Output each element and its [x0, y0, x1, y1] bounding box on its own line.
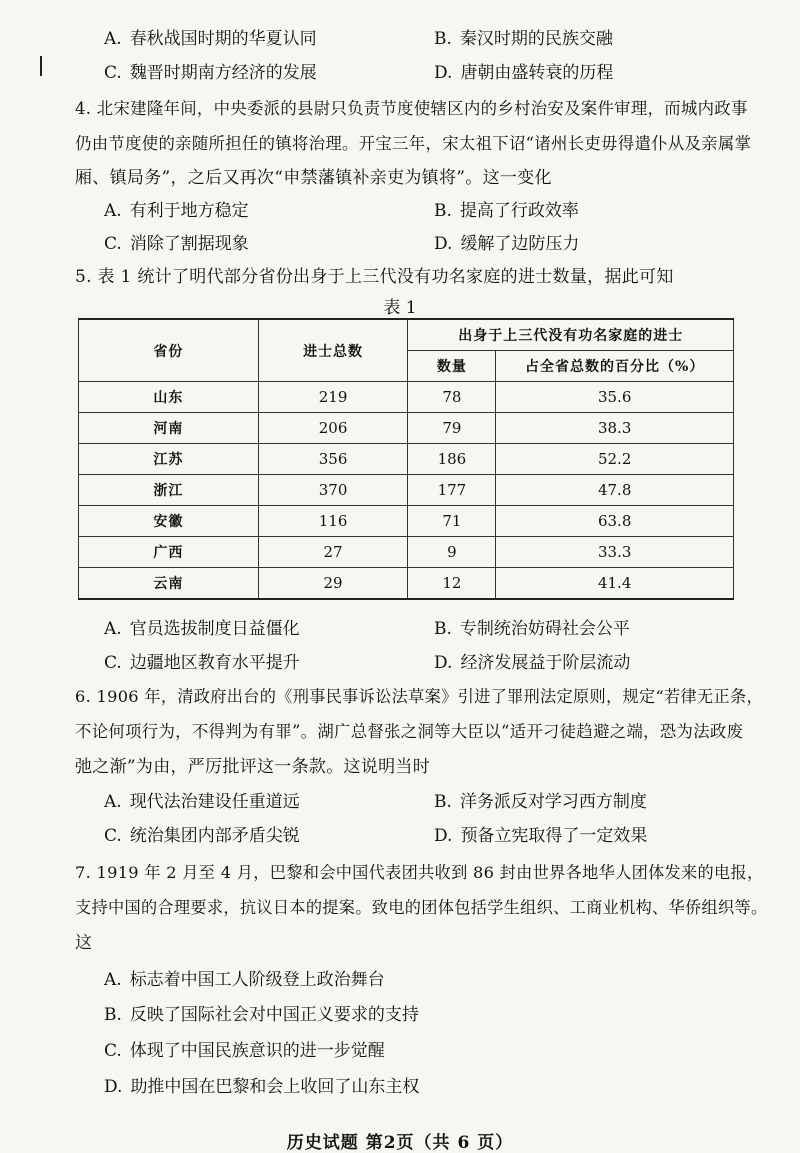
cell-percent: 41.4	[496, 568, 734, 600]
cell-percent: 38.3	[496, 413, 734, 444]
page-footer: 历史试题 第2页（共 6 页）	[286, 1133, 514, 1153]
q7-option-c: C. 体现了中国民族意识的进一步觉醒	[104, 1041, 385, 1061]
cell-percent: 33.3	[496, 537, 734, 568]
table-row	[79, 537, 734, 568]
margin-mark	[40, 56, 42, 76]
q6-stem-line3: 弛之渐”为由，严厉批评这一条款。这说明当时	[75, 757, 430, 777]
cell-count: 12	[408, 568, 496, 600]
cell-province: 浙江	[79, 475, 259, 506]
cell-percent: 47.8	[496, 475, 734, 506]
q3-option-d: D. 唐朝由盛转衰的历程	[434, 63, 614, 83]
q7-stem-line1: 7. 1919 年 2 月至 4 月，巴黎和会中国代表团共收到 86 封由世界各地华人团体发来的电报，	[75, 863, 764, 882]
q6-option-d: D. 预备立宪取得了一定效果	[434, 826, 648, 846]
cell-province: 安徽	[79, 506, 259, 537]
q4-option-b: B. 提高了行政效率	[434, 201, 579, 221]
table-row	[79, 413, 734, 444]
cell-count: 79	[408, 413, 496, 444]
q4-stem-line3: 厢、镇局务”，之后又再次“申禁藩镇补亲吏为镇将”。这一变化	[75, 168, 552, 188]
cell-percent: 35.6	[496, 382, 734, 413]
cell-province: 江苏	[79, 444, 259, 475]
q3-option-a: A. 春秋战国时期的华夏认同	[104, 29, 317, 49]
q7-option-b: B. 反映了国际社会对中国正义要求的支持	[104, 1005, 419, 1025]
cell-province: 山东	[79, 382, 259, 413]
q5-stem: 5. 表 1 统计了明代部分省份出身于上三代没有功名家庭的进士数量，据此可知	[75, 267, 674, 287]
q7-stem-line2: 支持中国的合理要求，抗议日本的提案。致电的团体包括学生组织、工商业机构、华侨组织等。	[75, 898, 768, 917]
cell-count: 9	[408, 537, 496, 568]
q3-option-c: C. 魏晋时期南方经济的发展	[104, 63, 317, 83]
cell-total: 116	[258, 506, 408, 537]
q5-option-d: D. 经济发展益于阶层流动	[434, 653, 631, 673]
q4-stem-line2: 仍由节度使的亲随所担任的镇将治理。开宝三年，宋太祖下诏“诸州长吏毋得遣仆从及亲属掌	[75, 134, 752, 153]
header-total: 进士总数	[258, 319, 408, 382]
q7-option-d: D. 助推中国在巴黎和会上收回了山东主权	[104, 1077, 420, 1097]
q7-option-a: A. 标志着中国工人阶级登上政治舞台	[104, 970, 385, 990]
cell-total: 370	[258, 475, 408, 506]
q6-option-a: A. 现代法治建设任重道远	[104, 792, 300, 812]
cell-count: 186	[408, 444, 496, 475]
header-count: 数量	[408, 351, 496, 382]
jinshi-table	[78, 318, 734, 600]
q6-option-b: B. 洋务派反对学习西方制度	[434, 792, 647, 812]
cell-count: 177	[408, 475, 496, 506]
q3-option-b: B. 秦汉时期的民族交融	[434, 29, 613, 49]
cell-percent: 63.8	[496, 506, 734, 537]
cell-province: 河南	[79, 413, 259, 444]
q7-stem-line3: 这	[75, 933, 93, 953]
table-row	[79, 475, 734, 506]
cell-count: 71	[408, 506, 496, 537]
q6-stem-line2: 不论何项行为，不得判为有罪”。湖广总督张之洞等大臣以“适开刁徒趋避之端，恐为法政废	[75, 722, 744, 741]
cell-province: 广西	[79, 537, 259, 568]
cell-province: 云南	[79, 568, 259, 600]
table-caption: 表 1	[383, 298, 417, 318]
table-row	[79, 382, 734, 413]
q6-option-c: C. 统治集团内部矛盾尖锐	[104, 826, 300, 846]
q4-stem-line1: 4. 北宋建隆年间，中央委派的县尉只负责节度使辖区内的乡村治安及案件审理，而城内政事	[75, 99, 748, 118]
q5-option-c: C. 边疆地区教育水平提升	[104, 653, 300, 673]
cell-count: 78	[408, 382, 496, 413]
cell-total: 27	[258, 537, 408, 568]
table-row	[79, 568, 734, 600]
header-percent: 占全省总数的百分比（%）	[496, 351, 734, 382]
header-group: 出身于上三代没有功名家庭的进士	[408, 319, 734, 351]
q6-stem-line1: 6. 1906 年，清政府出台的《刑事民事诉讼法草案》引进了罪刑法定原则，规定“若律无正条，	[75, 687, 763, 706]
cell-total: 29	[258, 568, 408, 600]
q4-option-a: A. 有利于地方稳定	[104, 201, 249, 221]
table-row	[79, 506, 734, 537]
q5-option-b: B. 专制统治妨碍社会公平	[434, 619, 630, 639]
header-province: 省份	[79, 319, 259, 382]
cell-total: 356	[258, 444, 408, 475]
q5-option-a: A. 官员选拔制度日益僵化	[104, 619, 300, 639]
table-row	[79, 444, 734, 475]
q4-option-d: D. 缓解了边防压力	[434, 234, 580, 254]
cell-total: 219	[258, 382, 408, 413]
q4-option-c: C. 消除了割据现象	[104, 234, 249, 254]
cell-percent: 52.2	[496, 444, 734, 475]
cell-total: 206	[258, 413, 408, 444]
